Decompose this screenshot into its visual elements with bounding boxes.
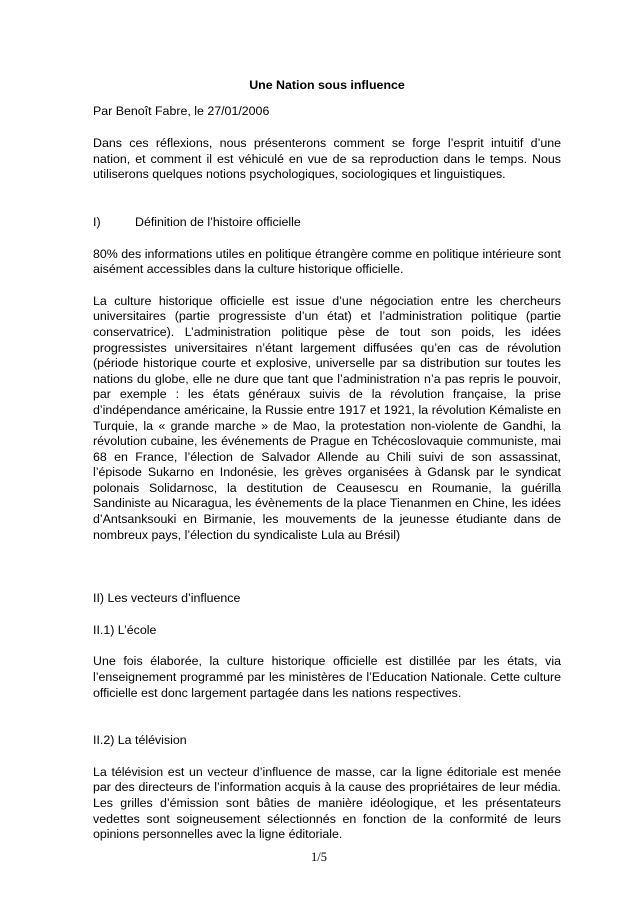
section-1-paragraph-2: La culture historique officielle est issue d’une négociation entre les chercheurs universitaires (partie progressiste d’un état) et l’administration politique (partie conservatrice). L’administration politique pèse de tout son poids, les idées progressistes universitaires n’étant largement diffusées qu’en cas de révolution (période historique courte et explosive, universelle par sa distribution sur toutes les nations du globe, elle ne dure que tant que l’administration n’a pas repris le pouvoir, par exemple : les états généraux suivis de la révolution française, la prise d’indépendance américaine, la Russie entre 1917 et 1921, la révolution Kémaliste en Turquie, la « grande marche » de Mao, la protestation non-violente de Gandhi, la révolution cubaine, les événements de Prague en Tchécoslovaquie communiste, mai 68 en France, l’élection de Salvador Allende au Chili suivi de son assassinat, l’épisode Sukarno en Indonésie, les grèves organisées à Gdansk par le syndicat polonais Solidarnosc, la destitution de Ceausescu en Roumanie, la guérilla Sandiniste au Nicaragua, les évènements de la place Tienanmen en Chine, les idées d’Antsanksouki en Birmanie, les mouvements de la jeunesse étudiante dans de nombreux pays, l’élection du syndicaliste Lula au Brésil) xyxy=(93,293,561,542)
spacer xyxy=(93,559,561,591)
section-1-heading xyxy=(93,215,561,231)
section-1-number: I) xyxy=(93,214,101,229)
section-2-2-paragraph: La télévision est un vecteur d’influence de masse, car la ligne éditoriale est menée par des directeurs de l’information acquis à la cause des propriétaires de leur média. Les grilles d’émission sont bâties de manière idéologique, et les présentateurs vedettes sont soigneusement sélectionnés en fonction de la conformité de leurs opinions personnelles avec la ligne éditoriale. xyxy=(93,764,561,842)
section-1-title: Définition de l’histoire officielle xyxy=(135,214,301,229)
section-1-paragraph-1: 80% des informations utiles en politique étrangère comme en politique intérieure sont aisément accessibles dans la culture historique officielle. xyxy=(93,246,561,277)
intro-paragraph: Dans ces réflexions, nous présenterons comment se forge l’esprit intuitif d’une nation, et comment il est véhiculé en vue de sa reproduction dans le temps. Nous utiliserons quelques notions psychologiques, sociologiques et linguistiques. xyxy=(93,136,561,182)
spacer xyxy=(93,199,561,215)
section-2-1-paragraph: Une fois élaborée, la culture historique officielle est distillée par les états, via l’enseignement programmé par les ministères de l’Education Nationale. Cette culture officielle est donc largement partagée dans les nations respectives. xyxy=(93,654,561,700)
section-2-1-heading: II.1) L’école xyxy=(93,622,157,637)
document-page xyxy=(93,78,561,859)
section-2-heading: II) Les vecteurs d’influence xyxy=(93,591,241,606)
document-title: Une Nation sous influence xyxy=(249,78,405,92)
section-2-2-heading: II.2) La télévision xyxy=(93,733,187,748)
page-number: 1/5 xyxy=(311,850,327,864)
spacer xyxy=(93,717,561,733)
byline: Par Benoît Fabre, le 27/01/2006 xyxy=(93,103,270,118)
